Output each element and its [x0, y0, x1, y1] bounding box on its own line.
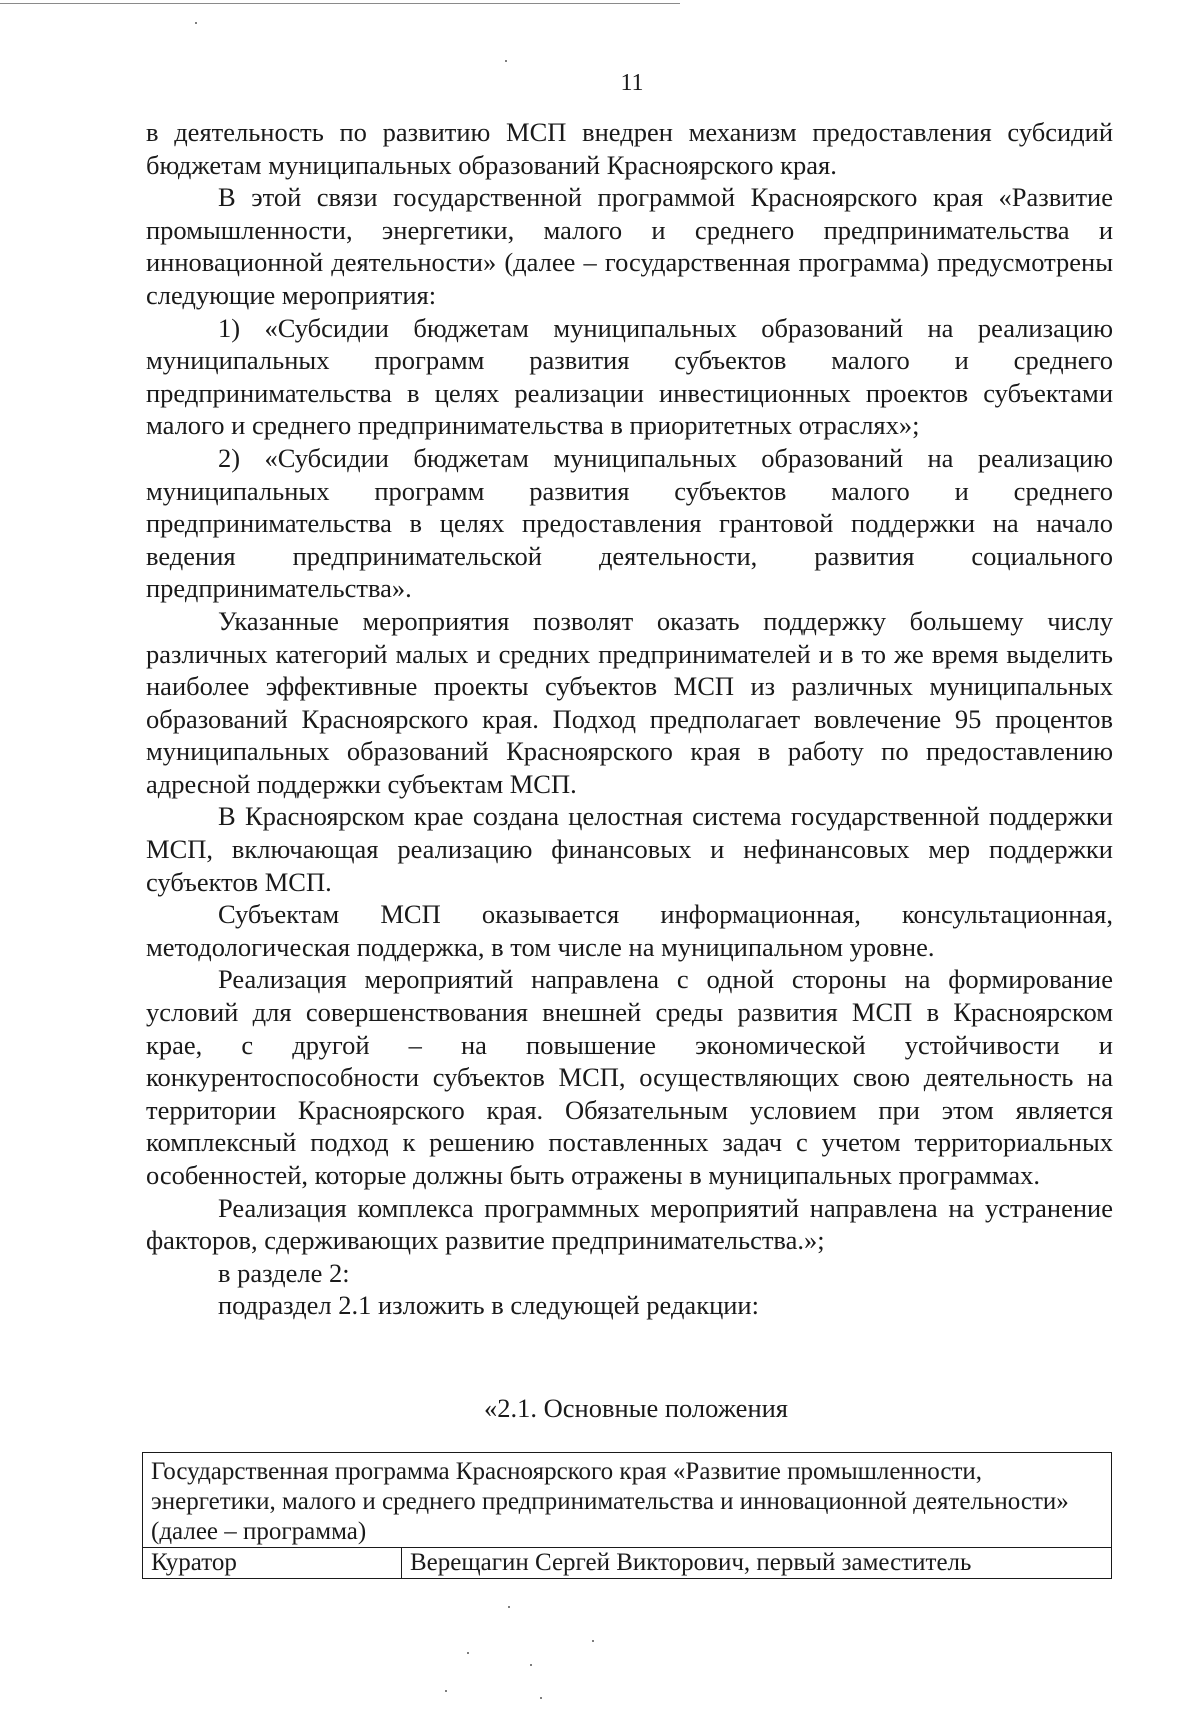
- paragraph: Реализация комплекса программных мероприятий направлена на устранение факторов, сдерживающих развитие предпринимательства.»;: [146, 1192, 1113, 1256]
- paragraph: в деятельность по развитию МСП внедрен механизм предоставления субсидий бюджетам муниципальных образований Красноярского края.: [146, 117, 1113, 180]
- paragraph: Реализация мероприятий направлена с одной стороны на формирование условий для совершенствования внешней среды развития МСП в Красноярском крае, с другой – на повышение экономической устойчивости и конкурентоспособности субъектов МСП, осуществляющих свою деятельность на территории Красноярского края. Обязательным условием при этом является комплексный подход к решению поставленных задач с учетом территориальных особенностей, которые должны быть отражены в муниципальных программах.: [146, 964, 1113, 1190]
- scan-artifact: [195, 22, 197, 24]
- row-label-cell: Куратор: [143, 1548, 402, 1579]
- top-border-line: [0, 3, 680, 4]
- scan-artifact: [540, 1697, 542, 1699]
- section-heading: «2.1. Основные положения: [483, 1393, 788, 1423]
- paragraph: 2) «Субсидии бюджетам муниципальных образований на реализацию муниципальных программ развития субъектов малого и среднего предпринимательства в целях предоставления грантовой поддержки на начало ведения предпринимательской деятельности, развития социального предпринимательства».: [146, 442, 1113, 604]
- table-row: [143, 1548, 1112, 1579]
- paragraph: В Красноярском крае создана целостная система государственной поддержки МСП, включающая реализацию финансовых и нефинансовых мер поддержки субъектов МСП.: [146, 801, 1113, 897]
- table-header-row: [143, 1453, 1112, 1548]
- scan-artifact: [467, 1652, 469, 1654]
- scan-artifact: [592, 1640, 594, 1642]
- page-number: 11: [620, 70, 644, 96]
- program-title-cell: Государственная программа Красноярского края «Развитие промышленности, энергетики, малого и среднего предпринимательства и инновационной деятельности» (далее – программа): [143, 1453, 1112, 1548]
- document-body: [146, 116, 1113, 1322]
- scan-artifact: [530, 1664, 532, 1666]
- scan-artifact: [505, 60, 507, 62]
- scan-artifact: [445, 1690, 447, 1692]
- paragraph: подраздел 2.1 изложить в следующей редакции:: [218, 1290, 759, 1321]
- scan-artifact: [508, 1606, 510, 1608]
- paragraph: Субъектам МСП оказывается информационная, консультационная, методологическая поддержка, в том числе на муниципальном уровне.: [146, 899, 1113, 962]
- paragraph: Указанные мероприятия позволят оказать поддержку большему числу различных категорий малых и средних предпринимателей и в то же время выделить наиболее эффективные проекты субъектов МСП из различных муниципальных образований Красноярского края. Подход предполагает вовлечение 95 процентов муниципальных образований Красноярского края в работу по предоставлению адресной поддержки субъектам МСП.: [146, 605, 1113, 799]
- paragraph: в разделе 2:: [218, 1257, 350, 1288]
- paragraph: В этой связи государственной программой Красноярского края «Развитие промышленности, энергетики, малого и среднего предпринимательства и инновационной деятельности» (далее – государственная программа) предусмотрены следующие мероприятия:: [146, 182, 1113, 310]
- program-passport-table: [142, 1452, 1112, 1579]
- paragraph: 1) «Субсидии бюджетам муниципальных образований на реализацию муниципальных программ развития субъектов малого и среднего предпринимательства в целях реализации инвестиционных проектов субъектами малого и среднего предпринимательства в приоритетных отраслях»;: [146, 312, 1113, 441]
- row-value-cell: Верещагин Сергей Викторович, первый заместитель: [402, 1548, 1112, 1579]
